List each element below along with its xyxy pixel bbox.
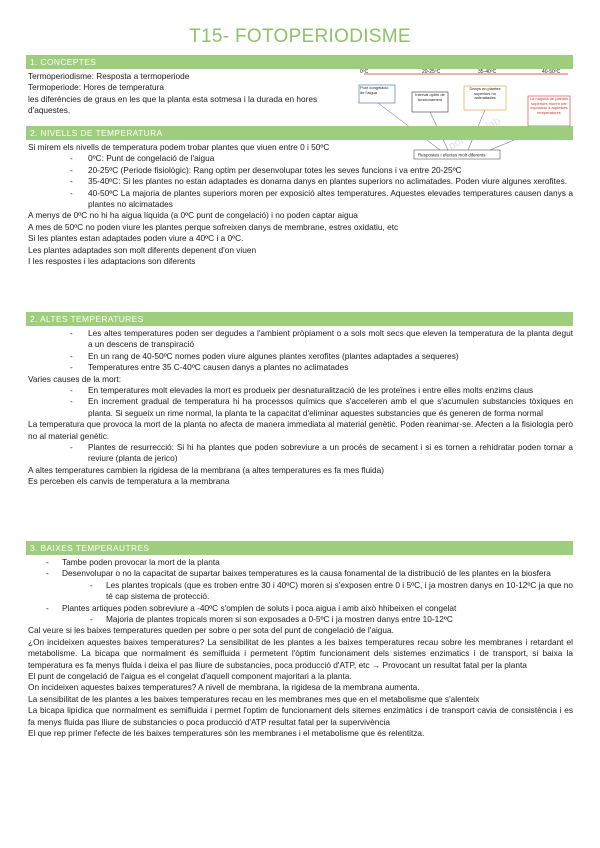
list-item: - En increment gradual de temperatura hi ha processos químics que s'acceleren amb el que s'acumulen substancies tòxiques en planta. Si segueix un rime normal, la planta te la capacitat d'eliminar aquestes substancies que és generen de forma normal <box>28 396 573 419</box>
temp-label: 35-40ºC <box>478 69 497 75</box>
text-line: Es perceben els canvis de temperatura a la membrana <box>28 476 230 487</box>
text-line: El punt de congelació de l'aigua es el congelat d'aquell component majoritari a la planta. <box>28 671 352 682</box>
text-paragraph: La bicapa lipídica que normalment es semifluida i permet l'optim de funcionament dels sitemes enzimàtics i de transport cavia de consistència i es fa menys fluida pas lliure de substancies o poca producció d'ATP resultat fatal per la supervivència <box>28 705 573 727</box>
text-line: A mes de 50ºC no poden viure les plantes perque sofreixen danys de membrane, estres oxidatiu, etc <box>28 221 399 232</box>
list-item: - Majoria de plantes tropicals moren si son exposades a 0-5ºC i ja mostren danys entre 10-12ºC <box>28 614 573 625</box>
text-line: Les plantes adaptades son molt diferents depenent d'on viuen <box>28 244 257 255</box>
bullet-list <box>28 153 573 210</box>
section-altes-body <box>28 328 573 488</box>
page-title: T15- FOTOPERIODISME <box>189 26 411 47</box>
section-heading-altes: 2. ALTES TEMPERATURES <box>26 312 573 326</box>
list-item: - Plantes de resurrecció: Si hi ha plantes que poden sobreviure a un procés de secament i si es tornen a rehidratar poden tornar a reviure (planta de jerico) <box>28 442 573 465</box>
text-line: Si les plantes estan adaptades poden viure a 40ºC i a 0ºC. <box>28 233 244 244</box>
list-item: - 0ºC: Punt de congelació de l'aigua <box>28 153 573 164</box>
temp-label: 0ºC <box>360 69 369 75</box>
section-baixes-body <box>28 557 573 740</box>
section-nivells-body <box>28 142 573 267</box>
diagram-box: La majoria de plantes superiors moren per exposició a aquestes temperatures <box>529 97 569 115</box>
section-heading-conceptes: 1. CONCEPTES <box>26 55 573 69</box>
text-line: A altes temperatures cambien la rigidesa de la membrana (a altes temperatures es fa mes fluida) <box>28 464 385 475</box>
bullet-list <box>28 557 573 625</box>
diagram-box: Punt congelació de l'aigua <box>360 86 389 95</box>
list-item: - 20-25ºC (Periode fisiològic): Rang optim per desenvolupar totes les seves funcions i va entre 20-25ºC <box>28 165 573 176</box>
text-line: Varies causes de la mort: <box>28 373 121 384</box>
section-heading-nivells: 2. NIVELLS DE TEMPERATURA <box>26 126 573 140</box>
list-item: - En temperatures molt elevades la mort es produeix per desnaturalització de les proteïnes i entre elles molts enzims claus <box>28 385 573 396</box>
list-item: - En un rang de 40-50ºC nomes poden viure algunes plantes xerofites (plantes adaptades a sequeres) <box>28 351 573 362</box>
list-item: - 40-50ºC La majoria de plantes superiors moren per exposició altes temperatures. Aquestes elevades temperatures causen danys a plantes no alcimatades <box>28 188 573 211</box>
bullet-list <box>28 442 573 465</box>
section-heading-baixes: 3. BAIXES TEMPERAUTRES <box>26 541 573 555</box>
bullet-list <box>28 385 573 419</box>
text-paragraph: La temperatura que provoca la mort de la planta no afecta de manera immediata al material genètic. Poden reanimar-se. Afecten a la fisiologia però no al material genètic. <box>28 419 573 441</box>
temp-label: 40-50ºC <box>542 69 561 75</box>
list-item: - Temperatures entre 35 C-40ºC causen danys a plantes no aclimatades <box>28 362 573 373</box>
section-conceptes-body <box>28 71 358 117</box>
diagram-footer: Respostes i efectes molt diferents <box>418 152 486 158</box>
list-item: - Tambe poden provocar la mort de la planta <box>28 557 573 568</box>
text-line: A menys de 0ºC no hi ha aigua líquida (a 0ºC punt de congelació) i no poden captar aigua <box>28 210 358 221</box>
text-paragraph: ¿On incideixen aquestes baixes temperatures? La sensibilitat de les plantes a les baixes temperatures recau sobre les membranes i retardant el metabolisme. La bicapa que normalment és semifluida i permetent l'òptim funcionament dels sistemes enzimatics i de transport, si baixa la temperatura es fa menys fluida i deixa el pas lliure de substancies, poca producció d'ATP, etc → Provocant un resultat fatal per la planta <box>28 636 573 670</box>
text-line: El que rep primer l'efecte de les baixes temperatures són les membranes i el metabolisme que és relentitza. <box>28 728 425 739</box>
text-line: Termoperiodisme: Resposta a termoperiode <box>28 71 190 81</box>
text-line: les diferències de graus en les que la planta esta sotmesa i la durada en hores d'aquestes. <box>28 93 318 116</box>
list-item: - 35-40ºC: Si les plantes no estan adaptades es donarna danys en plantes superiors no aclimatades. Poden viure algunes xerofites. <box>28 176 573 187</box>
text-line: Cal veure si les baixes temperatures queden per sobre o per sota del punt de congelació de l'aigua. <box>28 625 394 636</box>
list-item: - Les plantes tropicals (que es troben entre 30 i 40ºC) moren si s'exposen entre 0 i 5ºC, i ja mostren danys en 10-12ºC ja que no té cap sistema de protecció. <box>28 580 573 603</box>
temp-label: 20-25ºC <box>422 69 441 75</box>
text-line: On incideixen aquestes baixes temperatures? A nivell de membrana, la rigidesa de la membrana aumenta. <box>28 682 420 693</box>
text-line: I les respostes i les adaptacions son diferents <box>28 256 196 267</box>
text-line: Termoperiode: Hores de temperatura <box>28 82 165 93</box>
diagram-box: Interval òptim de funcionament <box>415 93 445 102</box>
bullet-list <box>28 328 573 374</box>
text-line: Si mirem els nivells de temperatura podem trobar plantes que viuen entre 0 i 50ºC <box>28 142 330 152</box>
text-line: La sensibilitat de les plantes a les baixes temperatures recau en les membranes mes que en el metabolisme que s'alenteix <box>28 693 480 704</box>
list-item: - Desenvolupar o no la capacitat de supartar baixes temperatures es la causa fonamental de la distribució de les plantes en la biosfera <box>28 568 573 579</box>
list-item: - Les altes temperatures poden ser degudes a l'ambient pròpiament o a sols molt secs que eleven la temperatura de la planta degut a un descens de transpiració <box>28 328 573 351</box>
diagram-box: Danys en plantes superiors no aclimatades <box>469 87 501 101</box>
list-item: - Plantes artiques poden sobreviure a -40ºC s'omplen de soluts i poca aigua i amb això hhibeixen el congelat <box>28 603 573 614</box>
